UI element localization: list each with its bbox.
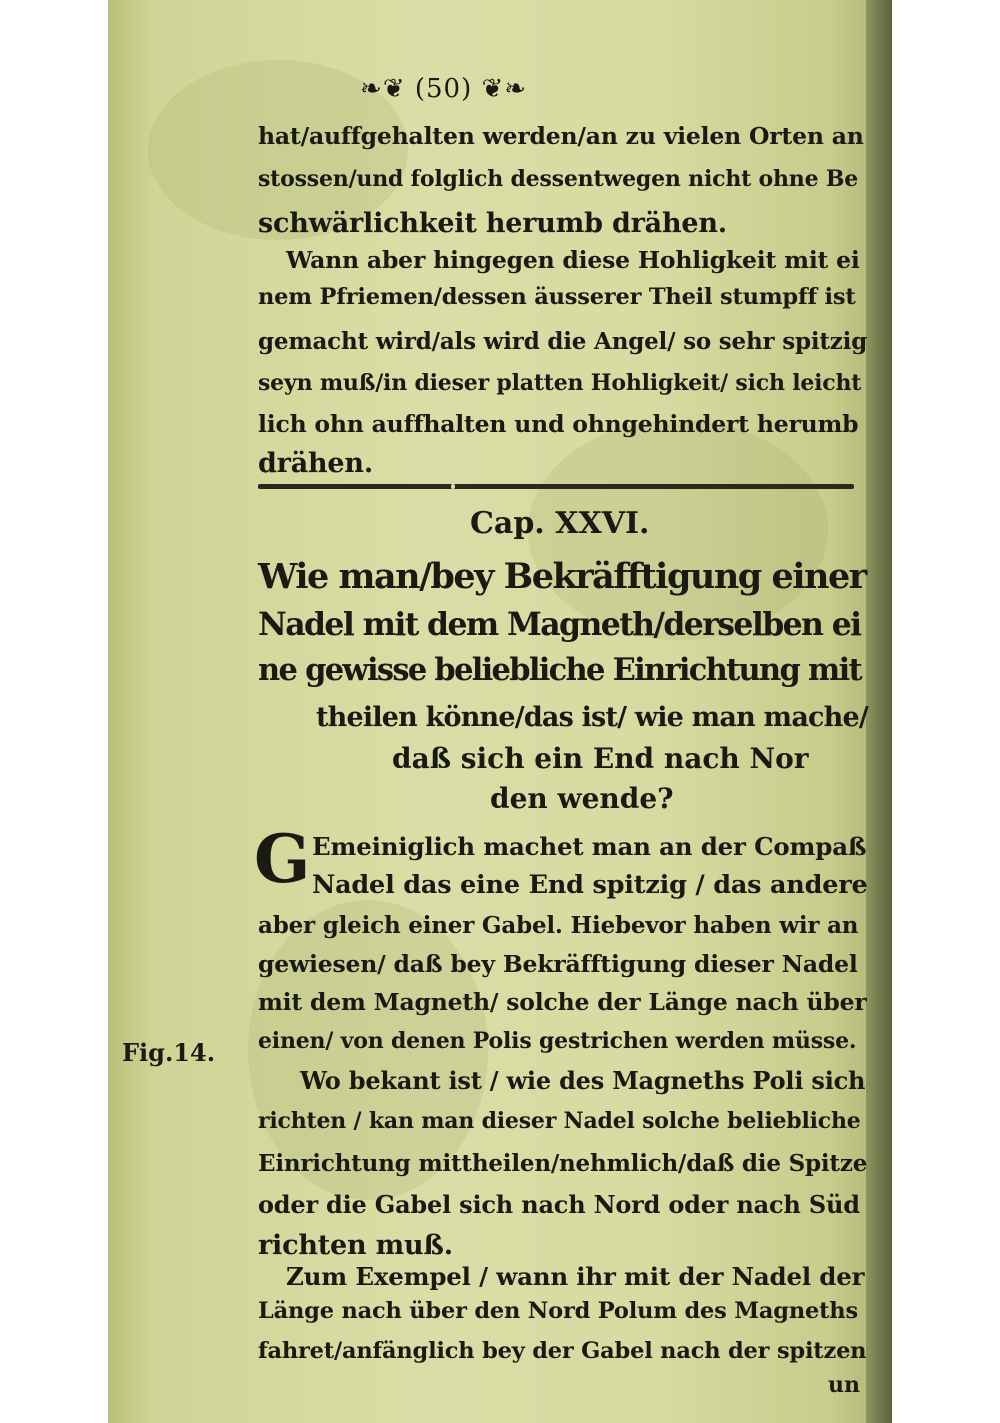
text-line: Emeiniglich machet man an der Compaß: [312, 832, 867, 861]
text-line: Länge nach über den Nord Polum des Magneths: [258, 1298, 858, 1324]
ornament-right-icon: ❦❧: [481, 74, 528, 104]
text-line: lich ohn auffhalten und ohngehindert herumb: [258, 410, 859, 438]
text-line: gewiesen/ daß bey Bekräfftigung dieser Nadel: [258, 950, 858, 978]
text-line: schwärlichkeit herumb drähen.: [258, 208, 727, 239]
text-line: mit dem Magneth/ solche der Länge nach über: [258, 988, 867, 1016]
margin-note: Fig.14.: [122, 1038, 216, 1067]
chapter-title: Cap. XXVI.: [470, 506, 650, 541]
section-divider-gap: [451, 484, 455, 489]
ornament-left-icon: ❧❦: [360, 74, 406, 104]
text-line: Wo bekant ist / wie des Magneths Poli sich: [300, 1066, 866, 1095]
text-line: gemacht wird/als wird die Angel/ so sehr spitzig: [258, 328, 868, 355]
text-line: oder die Gabel sich nach Nord oder nach Süd: [258, 1190, 860, 1219]
page-gutter-shadow: [866, 0, 892, 1423]
heading-line: den wende?: [490, 782, 674, 815]
heading-line: Wie man/bey Bekräfftigung einer: [258, 556, 866, 597]
drop-cap: G: [254, 820, 311, 898]
page-header: [360, 74, 527, 104]
text-line: drähen.: [258, 448, 374, 479]
heading-line: daß sich ein End nach Nor: [392, 742, 809, 775]
text-line: Wann aber hingegen diese Hohligkeit mit ei: [286, 246, 860, 274]
text-line: fahret/anfänglich bey der Gabel nach der spitzen: [258, 1338, 867, 1364]
text-line: Zum Exempel / wann ihr mit der Nadel der: [286, 1262, 865, 1291]
text-line: Nadel das eine End spitzig / das andere: [312, 870, 868, 900]
text-line: aber gleich einer Gabel. Hiebevor haben wir an: [258, 912, 859, 939]
page-number: (50): [414, 74, 473, 104]
text-line: richten muß.: [258, 1230, 453, 1261]
text-line: einen/ von denen Polis gestrichen werden müsse.: [258, 1028, 857, 1054]
text-line: Einrichtung mittheilen/nehmlich/daß die Spitze: [258, 1150, 868, 1177]
heading-line: ne gewisse beliebliche Einrichtung mit: [258, 652, 861, 688]
heading-line: theilen könne/das ist/ wie man mache/: [316, 702, 868, 733]
text-line: richten / kan man dieser Nadel solche beliebliche: [258, 1108, 861, 1134]
heading-line: Nadel mit dem Magneth/derselben ei: [258, 606, 861, 643]
text-line: nem Pfriemen/dessen äusserer Theil stumpff ist: [258, 284, 856, 310]
text-line: hat/auffgehalten werden/an zu vielen Orten an: [258, 122, 864, 150]
text-line: seyn muß/in dieser platten Hohligkeit/ sich leicht: [258, 370, 862, 396]
text-line: stossen/und folglich dessentwegen nicht ohne Be: [258, 166, 859, 192]
catchword: un: [828, 1372, 860, 1398]
section-divider: [258, 484, 854, 489]
